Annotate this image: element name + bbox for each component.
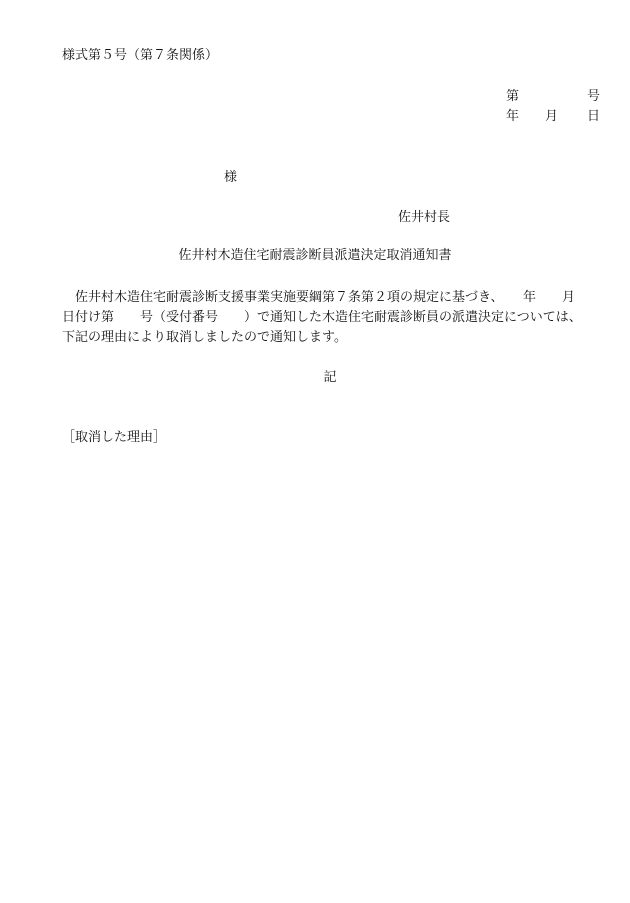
document-title: 佐井村木造住宅耐震診断員派遣決定取消通知書 — [178, 248, 452, 263]
ki-heading: 記 — [323, 370, 337, 385]
date-year-label: 年 — [506, 109, 520, 124]
body-line-1: 佐井村木造住宅耐震診断支援事業実施要綱第７条第２項の規定に基づき、 年 月 — [62, 290, 575, 305]
date-month-label: 月 — [545, 109, 559, 124]
sender-name: 佐井村長 — [398, 210, 451, 225]
document-number-suffix: 号 — [587, 89, 601, 104]
addressee-honorific: 様 — [224, 170, 238, 185]
form-number: 様式第５号（第７条関係） — [62, 48, 219, 63]
body-line-3: 下記の理由により取消しましたので通知します。 — [62, 330, 347, 345]
document-number-prefix: 第 — [506, 89, 520, 104]
cancellation-reason-label: ［取消した理由］ — [62, 430, 167, 445]
date-day-label: 日 — [587, 109, 601, 124]
body-line-2: 日付け第 号（受付番号 ）で通知した木造住宅耐震診断員の派遣決定については、 — [62, 310, 582, 325]
